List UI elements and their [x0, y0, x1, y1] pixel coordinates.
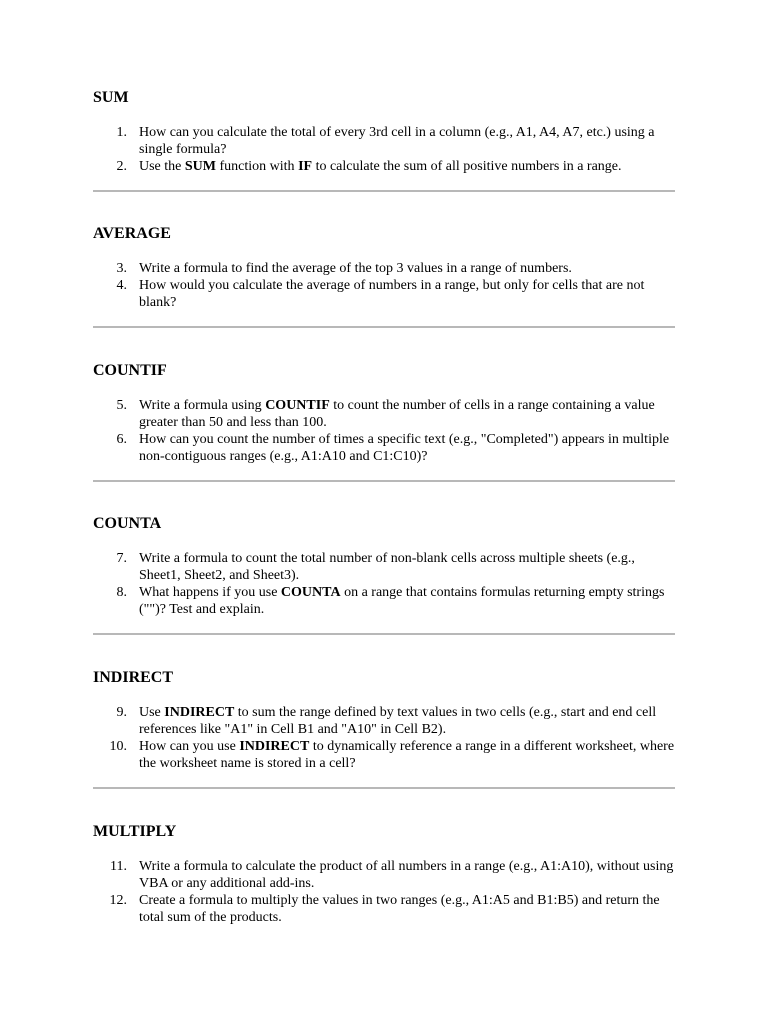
question-text: Use the SUM function with IF to calculate the sum of all positive numbers in a range.	[139, 159, 622, 174]
question-number: 9.	[116, 705, 127, 720]
question-number: 1.	[116, 125, 127, 140]
question-list	[93, 124, 675, 175]
question-item	[93, 397, 675, 431]
question-text: Write a formula to calculate the product of all numbers in a range (e.g., A1:A10), without using VBA or any additional add-ins.	[139, 859, 674, 891]
question-text: What happens if you use COUNTA on a range that contains formulas returning empty strings ("")? Test and explain.	[139, 585, 665, 617]
function-name: INDIRECT	[239, 739, 310, 754]
section-heading: SUM	[93, 89, 129, 106]
question-item	[93, 738, 675, 772]
question-number: 4.	[116, 278, 127, 293]
question-item	[93, 584, 675, 618]
section-divider	[93, 190, 675, 192]
section-heading: INDIRECT	[93, 669, 174, 686]
question-list	[93, 858, 675, 926]
question-item	[93, 892, 675, 926]
question-number: 3.	[116, 261, 127, 276]
question-text: Write a formula to count the total number of non-blank cells across multiple sheets (e.g., Sheet1, Sheet2, and Sheet3).	[139, 551, 635, 583]
question-item	[93, 858, 675, 892]
question-text: Create a formula to multiply the values in two ranges (e.g., A1:A5 and B1:B5) and return the total sum of the products.	[139, 893, 660, 925]
section-divider	[93, 633, 675, 635]
section-heading: COUNTA	[93, 515, 162, 532]
function-name: SUM	[184, 159, 217, 174]
function-name: COUNTA	[280, 585, 341, 600]
question-number: 5.	[116, 398, 127, 413]
section-heading: AVERAGE	[93, 225, 171, 242]
question-text: Use INDIRECT to sum the range defined by text values in two cells (e.g., start and end cell references like "A1" in Cell B1 and "A10" in Cell B2).	[139, 705, 657, 737]
function-name: IF	[298, 159, 313, 174]
question-text: How can you count the number of times a specific text (e.g., "Completed") appears in multiple non-contiguous ranges (e.g., A1:A10 and C1:C10)?	[139, 432, 670, 464]
section-divider	[93, 326, 675, 328]
section-heading: COUNTIF	[93, 362, 167, 379]
function-name: COUNTIF	[265, 398, 330, 413]
question-list	[93, 260, 675, 311]
question-item	[93, 260, 675, 277]
section-divider	[93, 787, 675, 789]
question-number: 11.	[110, 859, 127, 874]
question-text: How can you calculate the total of every 3rd cell in a column (e.g., A1, A4, A7, etc.) using a single formula?	[139, 125, 655, 157]
question-item	[93, 277, 675, 311]
question-list	[93, 397, 675, 465]
question-item	[93, 431, 675, 465]
question-list	[93, 550, 675, 618]
question-number: 6.	[116, 432, 127, 447]
question-item	[93, 124, 675, 158]
question-number: 10.	[109, 739, 127, 754]
question-item	[93, 158, 675, 175]
function-name: INDIRECT	[164, 705, 235, 720]
question-list	[93, 704, 675, 772]
question-text: How would you calculate the average of numbers in a range, but only for cells that are not blank?	[139, 278, 645, 310]
question-number: 2.	[116, 159, 127, 174]
question-item	[93, 550, 675, 584]
question-number: 7.	[116, 551, 127, 566]
question-text: How can you use INDIRECT to dynamically reference a range in a different worksheet, where the worksheet name is stored in a cell?	[139, 739, 675, 771]
section-heading: MULTIPLY	[93, 823, 177, 840]
question-text: Write a formula to find the average of the top 3 values in a range of numbers.	[139, 261, 572, 276]
question-number: 8.	[116, 585, 127, 600]
question-number: 12.	[109, 893, 127, 908]
question-item	[93, 704, 675, 738]
section-divider	[93, 480, 675, 482]
question-text: Write a formula using COUNTIF to count the number of cells in a range containing a value greater than 50 and less than 100.	[139, 398, 655, 430]
